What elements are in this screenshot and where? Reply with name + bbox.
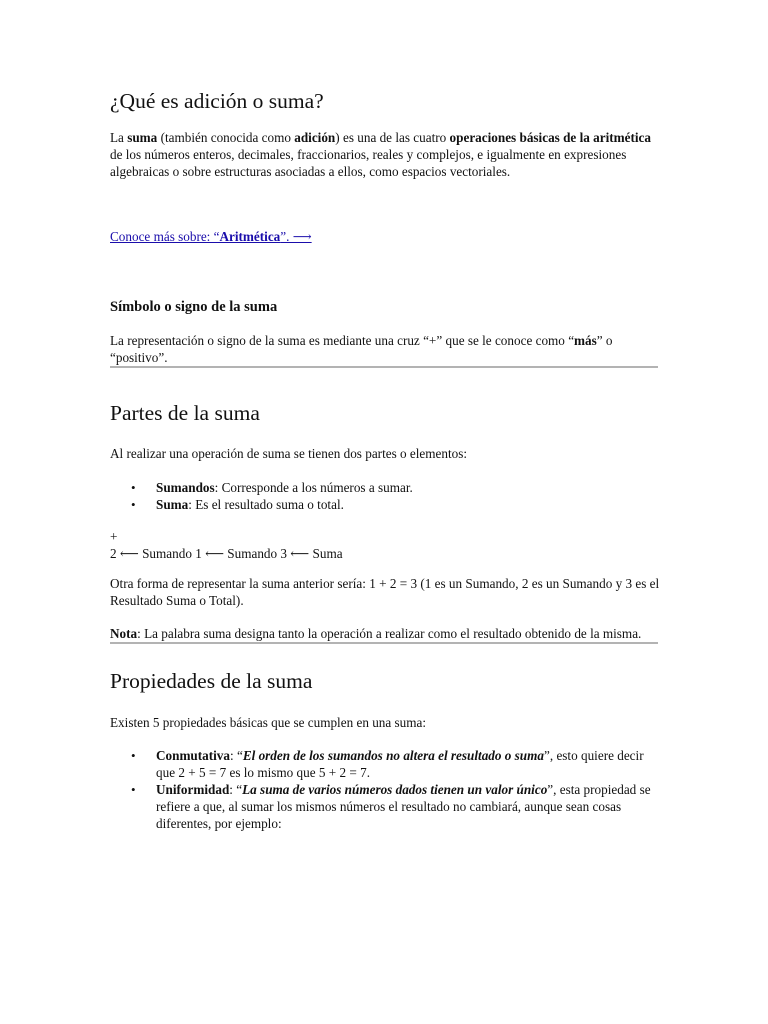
list-item [156, 479, 662, 496]
item-term: Conmutativa [156, 748, 230, 763]
item-pre: : “ [230, 748, 243, 763]
link-paragraph [110, 228, 662, 245]
subheading-simbolo: Símbolo o signo de la suma [110, 299, 278, 315]
item-desc: : Es el resultado suma o total. [188, 497, 344, 512]
intro-bold-adicion: adición [294, 130, 336, 145]
intro-paragraph [110, 129, 662, 180]
intro-text-2: (también conocida como [157, 130, 295, 145]
note-paragraph [110, 625, 662, 642]
intro-text-4: de los números enteros, decimales, fraccionarios, reales y complejos, e igualmente en expresiones algebraicas o sobre estructuras asociadas a ellos, como espacios vectoriales. [110, 147, 627, 179]
intro-bold-operaciones: operaciones básicas de la aritmética [449, 130, 651, 145]
item-desc: : Corresponde a los números a sumar. [214, 480, 413, 495]
partes-intro: Al realizar una operación de suma se tienen dos partes o elementos: [110, 446, 468, 461]
item-term: Sumandos [156, 480, 215, 495]
heading-partes: Partes de la suma [110, 401, 260, 425]
note-label: Nota [110, 626, 138, 641]
item-quote: La suma de varios números dados tienen un valor único [242, 782, 548, 797]
list-item [156, 747, 662, 781]
symbol-text-1: La representación o signo de la suma es mediante una cruz “+” que se le conoce como “ [110, 333, 575, 348]
link-suffix: ”. ⟶ [280, 229, 312, 244]
section-divider-1 [110, 366, 658, 368]
heading-que-es-suma: ¿Qué es adición o suma? [110, 89, 324, 113]
item-quote: El orden de los sumandos no altera el resultado o suma [242, 748, 544, 763]
symbol-bold-mas: más [574, 333, 597, 348]
diagram-line: 2 ⟵ Sumando 1 ⟵ Sumando 3 ⟵ Suma [110, 546, 343, 561]
intro-bold-suma: suma [127, 130, 158, 145]
item-term: Suma [156, 497, 189, 512]
list-item [156, 781, 662, 832]
item-post: ”, esto quiere decir que 2 + 5 = 7 es lo mismo que 5 + 2 = 7. [156, 748, 644, 780]
partes-list [110, 479, 662, 513]
symbol-text-2: ” o “positivo”. [110, 333, 613, 365]
section-divider-2 [110, 642, 658, 644]
link-prefix: Conoce más sobre: “ [110, 229, 220, 244]
diagram-plus: + [110, 529, 118, 544]
propiedades-intro: Existen 5 propiedades básicas que se cumplen en una suma: [110, 715, 427, 730]
intro-text-3: ) es una de las cuatro [335, 130, 450, 145]
note-text: : La palabra suma designa tanto la operación a realizar como el resultado obtenido de la misma. [137, 626, 642, 641]
item-pre: : “ [229, 782, 243, 797]
document-page [110, 88, 662, 832]
list-item [156, 496, 662, 513]
link-bold: Aritmética [219, 229, 281, 244]
item-term: Uniformidad [156, 782, 230, 797]
propiedades-list [110, 747, 662, 832]
intro-text-1: La [110, 130, 128, 145]
aritmetica-link[interactable] [110, 229, 312, 244]
alt-form-paragraph: Otra forma de representar la suma anterior sería: 1 + 2 = 3 (1 es un Sumando, 2 es un Sumando y 3 es el Resultado Suma o Total). [110, 576, 660, 608]
heading-propiedades: Propiedades de la suma [110, 669, 313, 693]
symbol-paragraph [110, 332, 662, 366]
item-post: ”, esta propiedad se refiere a que, al sumar los mismos números el resultado no cambiará, aunque sean cosas diferentes, por ejemplo: [156, 782, 651, 831]
